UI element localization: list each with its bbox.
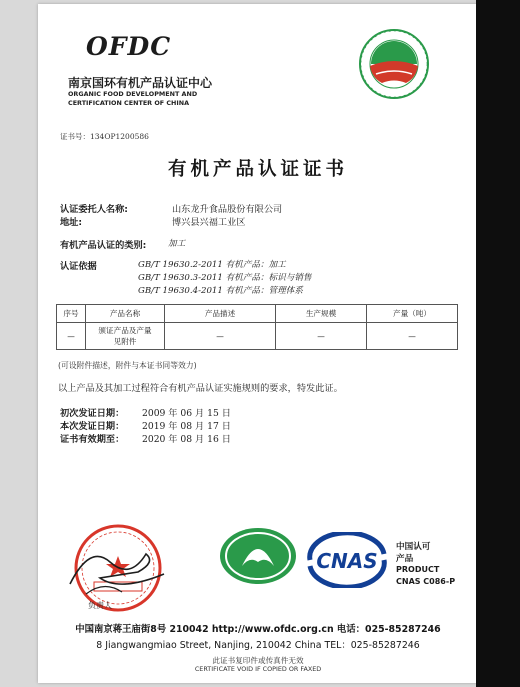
column-header: 生产规模: [276, 305, 367, 323]
certificate-number-label: 证书号：: [60, 132, 90, 141]
basis-item: GB/T 19630.3-2011 有机产品：标识与销售: [138, 273, 312, 283]
scan-edge: [476, 0, 520, 687]
void-notice-en: CERTIFICATE VOID IF COPIED OR FAXED: [194, 665, 322, 673]
table-row: [57, 323, 458, 350]
client-name-value: 山东龙升食品股份有限公司: [172, 204, 283, 215]
ofdc-logo: OFDC: [86, 32, 172, 61]
certificate-page: [38, 4, 478, 683]
basis-item: GB/T 19630.4-2011 有机产品：管理体系: [138, 286, 303, 296]
org-name-en-line1: ORGANIC FOOD DEVELOPMENT AND: [68, 90, 198, 98]
category-label: 有机产品认证的类别:: [60, 240, 147, 251]
client-name-label: 认证委托人名称:: [60, 204, 128, 215]
date-value: 2009 年 06 月 15 日: [142, 408, 231, 419]
signatory-label: 负责人: [88, 601, 112, 610]
cell-yield: —: [367, 323, 458, 350]
date-value: 2020 年 08 月 16 日: [142, 434, 231, 445]
basis-item: GB/T 19630.2-2011 有机产品：加工: [138, 260, 286, 270]
column-header: 产品名称: [86, 305, 165, 323]
certificate-title: 有机产品认证证书: [167, 159, 348, 180]
date-value: 2019 年 08 月 17 日: [142, 421, 231, 432]
certificate-number-value: 134OP1200586: [90, 132, 149, 141]
void-notice-cn: 此证书复印件或传真件无效: [212, 656, 304, 665]
date-label: 初次发证日期：: [60, 408, 125, 419]
cnas-logo-text: CNAS: [316, 549, 378, 573]
official-stamp-icon: [60, 522, 178, 614]
cell-scale: —: [276, 323, 367, 350]
org-name-cn: 南京国环有机产品认证中心: [68, 76, 213, 90]
cell-product-name: [86, 323, 165, 350]
products-table: [56, 304, 458, 350]
accreditation-en-line1: PRODUCT: [396, 565, 440, 574]
footer-address-cn: 中国南京蒋王庙街8号 210042 http://www.ofdc.org.cn 电话：025-85287246: [75, 624, 441, 635]
category-value: 加工: [168, 239, 186, 249]
cell-product-name-line2: 见附件: [113, 337, 137, 346]
column-header: 序号: [57, 305, 86, 323]
client-address-value: 博兴县兴福工业区: [172, 217, 246, 228]
attachment-note: (可设附件描述，附件与本证书同等效力): [58, 361, 197, 370]
accreditation-cn-line2: 产品: [396, 554, 414, 564]
china-organic-seal-icon: [358, 28, 430, 100]
certification-statement: 以上产品及其加工过程符合有机产品认证实施规则的要求，特发此证。: [58, 383, 343, 394]
accreditation-code: CNAS C086-P: [396, 577, 456, 586]
certificate-number: [60, 131, 149, 142]
accreditation-cn-line1: 中国认可: [396, 542, 431, 552]
org-name-en-line2: CERTIFICATION CENTER OF CHINA: [68, 99, 190, 107]
organic-logo-icon: [218, 526, 298, 586]
footer-address-en: 8 Jiangwangmiao Street, Nanjing, 210042 China TEL：025-85287246: [96, 640, 420, 651]
client-address-label: 地址:: [60, 217, 83, 228]
cell-product-name-line1: 颁证产品及产量: [98, 326, 152, 335]
cnas-logo-icon: [304, 532, 390, 588]
cell-description: —: [165, 323, 276, 350]
table-header-row: [57, 305, 458, 323]
cell-seq: —: [57, 323, 86, 350]
basis-label: 认证依据: [60, 261, 97, 272]
column-header: 产量（吨）: [367, 305, 458, 323]
date-label: 证书有效期至：: [60, 434, 125, 445]
column-header: 产品描述: [165, 305, 276, 323]
date-label: 本次发证日期：: [60, 421, 125, 432]
